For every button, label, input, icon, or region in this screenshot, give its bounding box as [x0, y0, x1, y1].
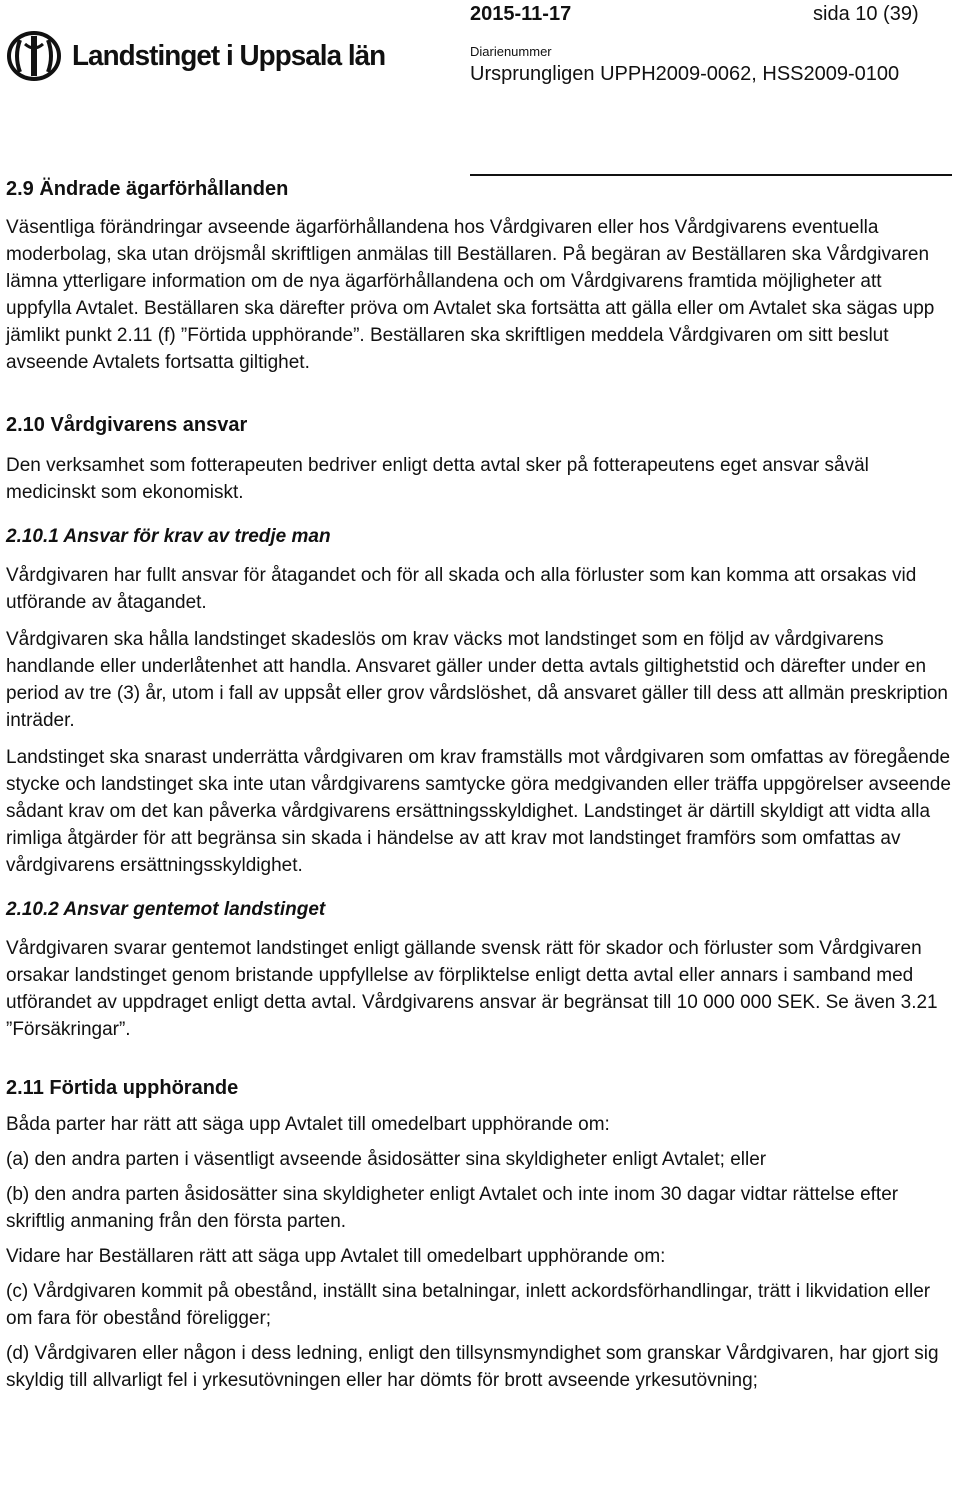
document-date: 2015-11-17	[470, 3, 572, 25]
paragraph: Den verksamhet som fotterapeuten bedriver enligt detta avtal sker på fotterapeutens eget ansvar såväl medicinskt som ekonomiskt.	[6, 455, 869, 503]
org-name: Landstinget i Uppsala län	[72, 39, 386, 72]
section-heading-2-10: 2.10 Vårdgivarens ansvar	[6, 414, 248, 436]
diary-label: Diarienummer	[470, 44, 552, 59]
org-logo	[6, 30, 398, 82]
paragraph: Väsentliga förändringar avseende ägarförhållandena hos Vårdgivaren eller hos Vårdgivarens eventuella moderbolag, ska utan dröjsmål skriftligen anmälas till Beställaren. På begäran av Beställaren ska Vårdgivaren lämna ytterligare information om de nya ägarförhållandena och om Vårdgivarens framtida möjligheter att uppfylla Avtalet. Beställaren ska därefter pröva om Avtalet ska fortsätta att gälla eller om Avtalet ska sägas upp jämlikt punkt 2.11 (f) ”Förtida upphörande”. Beställaren ska skriftligen meddela Vårdgivaren om sitt beslut avseende Avtalets fortsatta giltighet.	[6, 217, 935, 373]
page-header	[0, 0, 960, 175]
paragraph: Landstinget ska snarast underrätta vårdgivaren om krav framställs mot vårdgivaren som omfattas av föregående stycke och landstinget ska inte utan vårdgivarens samtycke göra medgivanden eller träffa uppgörelser avseende sådant krav om det kan påverka vårdgivarens ersättningsskyldighet. Landstinget är därtill skyldigt att vidta alla rimliga åtgärder för att begränsa sin skada i händelse av att krav mot landstinget framförs som omfattas av vårdgivarens ersättningsskyldighet.	[6, 747, 951, 876]
list-item-b: (b) den andra parten åsidosätter sina skyldigheter enligt Avtalet och inte inom 30 dagar vidtar rättelse efter skriftlig anmaning från den första parten.	[6, 1184, 899, 1232]
document-body	[6, 176, 951, 1394]
diary-number: Ursprungligen UPPH2009-0062, HSS2009-0100	[470, 63, 900, 85]
section-heading-2-11: 2.11 Förtida upphörande	[6, 1077, 239, 1099]
paragraph: Vårdgivaren har fullt ansvar för åtagandet och för all skada och alla förluster som kan komma att orsakas vid utförande av åtagandet.	[6, 565, 917, 613]
section-heading-2-9: 2.9 Ändrade ägarförhållanden	[6, 178, 289, 200]
subsection-heading-2-10-2: 2.10.2 Ansvar gentemot landstinget	[6, 899, 326, 920]
landstinget-emblem-icon	[6, 30, 62, 82]
page-number: sida 10 (39)	[813, 3, 919, 25]
paragraph: Båda parter har rätt att säga upp Avtalet till omedelbart upphörande om:	[6, 1114, 610, 1135]
paragraph: Vårdgivaren ska hålla landstinget skadeslös om krav väcks mot landstinget som en följd av vårdgivarens handlande eller underlåtenhet att handla. Ansvaret gäller under detta avtals giltighetstid och därefter under en period av tre (3) år, utom i fall av uppsåt eller grov vårdslöshet, då ansvaret gäller till dess att allmän preskription inträder.	[6, 629, 949, 731]
paragraph: Vårdgivaren svarar gentemot landstinget enligt gällande svensk rätt för skador och förluster som Vårdgivaren orsakar landstinget genom bristande uppfyllelse av förpliktelse enligt detta avtal eller annars i samband med utförandet av uppdraget enligt detta avtal. Vårdgivarens ansvar är begränsat till 10 000 000 SEK. Se även 3.21 ”Försäkringar”.	[6, 938, 938, 1040]
list-item-d: (d) Vårdgivaren eller någon i dess ledning, enligt den tillsynsmyndighet som granskar Vårdgivaren, har gjort sig skyldig till allvarligt fel i yrkesutövningen eller har dömts för brott avseende yrkesutövning;	[6, 1343, 939, 1391]
paragraph: Vidare har Beställaren rätt att säga upp Avtalet till omedelbart upphörande om:	[6, 1246, 666, 1267]
list-item-c: (c) Vårdgivaren kommit på obestånd, inställt sina betalningar, inlett ackordsförhandlingar, trätt i likvidation eller om fara för obestånd föreligger;	[6, 1281, 931, 1329]
subsection-heading-2-10-1: 2.10.1 Ansvar för krav av tredje man	[6, 526, 331, 547]
list-item-a: (a) den andra parten i väsentligt avseende åsidosätter sina skyldigheter enligt Avtalet; eller	[6, 1149, 767, 1170]
